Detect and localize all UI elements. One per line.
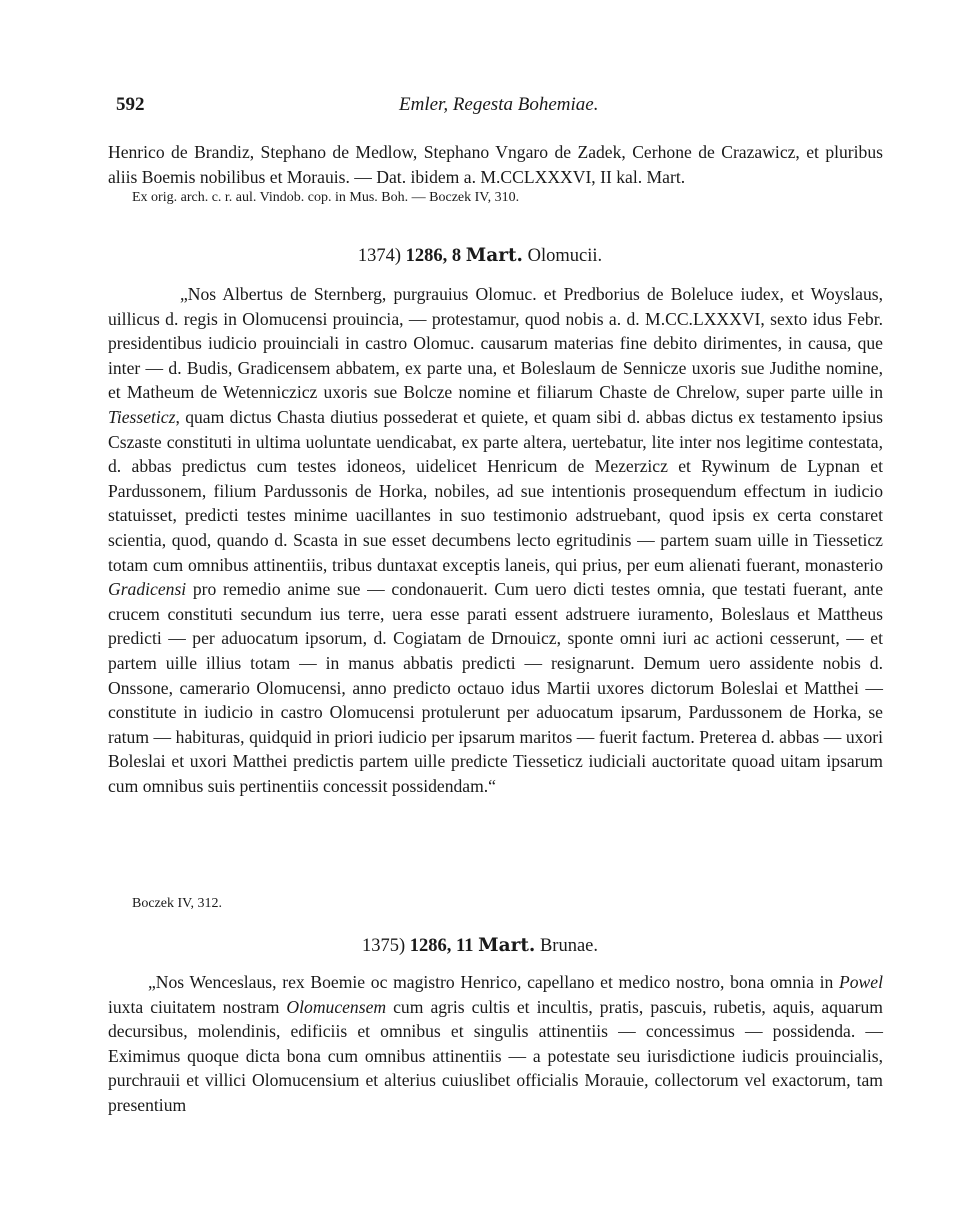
charter-number: 1375) <box>361 936 406 956</box>
charter-1375-text <box>108 970 883 1118</box>
monastery-name-italic: Gradicensi <box>108 579 187 600</box>
text-segment: „Nos Albertus de Sternberg, purgrauius Olomuc. et Predborius de Boleluce iudex, et Woyslaus, uillicus d. regis in Olomucensi prouincia, — protestamur, quod nobis a. d. M.CC.LXXXVI, sexto idus Febr. presidentibus iudicio prouinciali in castro Olomuc. causarum materias fine debito dirimentes, in causa, que inter — d. Budis, Gradicensem abbatem, ex parte una, et Boleslaum de Sennicze uxoris sue Judithe nomine, et Matheum de Wetenniczicz uxoris sue Bolcze nomine et filiarum Chaste de Chrelow, super parte uille in <box>108 284 883 403</box>
charter-month: Mart. <box>465 245 523 266</box>
page-header <box>116 94 856 118</box>
running-title: Emler, Regesta Bohemiae. <box>399 94 599 115</box>
place-name-italic: Tiesseticz <box>108 406 176 427</box>
charter-1374-source: Boczek IV, 312. <box>132 896 222 911</box>
charter-place: Brunae. <box>539 936 599 956</box>
charter-1375-heading <box>0 935 960 957</box>
text-segment: , quam dictus Chasta diutius possederat et quiete, et quam sibi d. abbas dictus ex testamento ipsius Cszaste constituti in ultima uoluntate uendicabat, ex parte altera, uertebatur, lite inter nos legitime contestata, d. abbas predictus cum testes idoneos, uidelicet Henricum de Mezerzicz et Rywinum de Lypnan et Pardussonem, filium Pardussonis de Horka, nobiles, ad sue intentionis prosequendum effectum in iudicio statuisset, predicti testes minime uacillantes in suo testimonio adstruebant, quod ipsis ex certa constaret scientia, quod, quando d. Scasta in sue esset decumbens lecto egritudinis — partem suam uille in Tiesseticz totam cum omnibus attinentiis, tribus duntaxat exceptis laneis, qui prius, per eum alienati fuerant, monasterio <box>108 406 883 575</box>
charter-1374-heading <box>0 245 960 267</box>
previous-document-source: Ex orig. arch. c. r. aul. Vindob. cop. in Mus. Boh. — Boczek IV, 310. <box>132 190 520 205</box>
page-number: 592 <box>116 94 145 115</box>
charter-month: Mart. <box>478 935 536 956</box>
charter-1374-text <box>108 282 883 798</box>
charter-date: 1286, 8 <box>405 246 462 266</box>
charter-place: Olomucii. <box>527 246 603 266</box>
place-name-italic: Powel <box>839 972 883 992</box>
previous-document-text: Henrico de Brandiz, Stephano de Medlow, Stephano Vngaro de Zadek, Cerhone de Crazawicz, et pluribus aliis Boemis nobilibus et Morauis. — Dat. ibidem a. M.CCLXXXVI, II kal. Mart. <box>108 142 883 187</box>
text-segment: iuxta ciuitatem nostram <box>108 996 287 1017</box>
charter-number: 1374) <box>357 246 402 266</box>
text-segment: „Nos Wenceslaus, rex Boemie oc magistro Henrico, capellano et medico nostro, bona omnia in <box>148 972 840 992</box>
city-name-italic: Olomucensem <box>286 996 387 1017</box>
text-segment: pro remedio anime sue — condonauerit. Cum uero dicti testes omnia, que testati fuerant, ante crucem constituti secundum ius terre, uera esse parati essent adstruere iuramento, Boleslaus et Mattheus predicti — per aduocatum ipsorum, d. Cogiatam de Drnouicz, sponte omni iuri ac actioni cesserunt, — et partem uille illius totam — in manus abbatis predicti — resignarunt. Demum uero assidente nobis d. Onssone, camerario Olomucensi, anno predicto octauo idus Martii uxores dictorum Boleslai et Matthei — constitute in iudicio in castro Olomucensi protulerunt per aduocatum ipsarum, Pardussonem de Horka, se ratum — habituras, quidquid in priori iudicio per ipsarum maritos — fuerit factum. Preterea d. abbas — uxori Boleslai et uxori Matthei predictis partem uille predicte Tiesseticz iudiciali auctoritate quoad uitam ipsarum cum omnibus suis pertinentiis concessit possidendam.“ <box>108 579 883 796</box>
text-segment: cum agris cultis et incultis, pratis, pascuis, rubetis, aquis, aquarum decursibus, molendinis, edificiis et omnibus et singulis attinentiis — concessimus — possidenda. — Eximimus quoque dicta bona cum omnibus attinentiis — a potestate seu iurisdictione iudicis prouincialis, purchrauii et villici Olomucensium et alterius cuiuslibet officialis Morauie, collectorum vel exactorum, tam presentium <box>108 996 883 1115</box>
charter-date: 1286, 11 <box>409 936 474 956</box>
